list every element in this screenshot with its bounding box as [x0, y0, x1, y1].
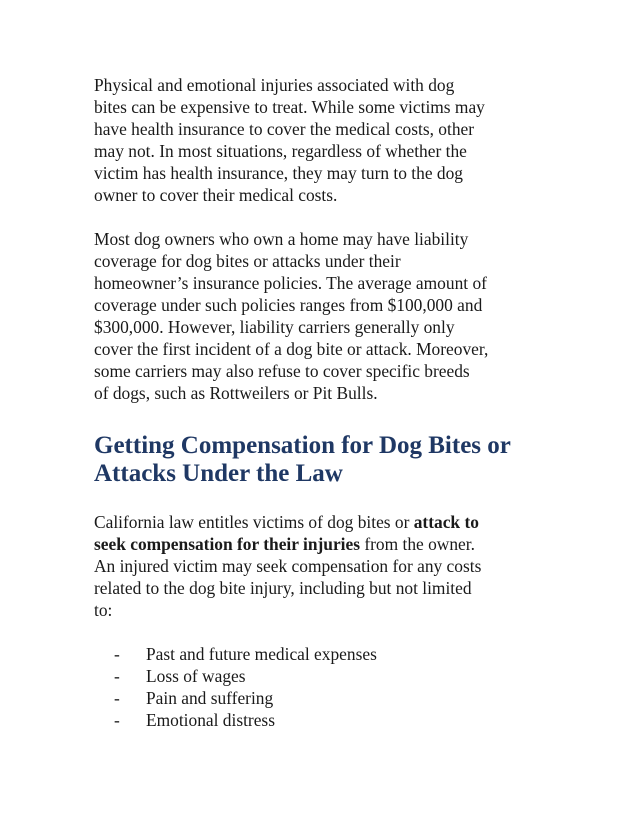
section-heading	[94, 432, 562, 488]
text-line: $300,000. However, liability carriers generally only	[94, 317, 455, 337]
heading-line: Getting Compensation for Dog Bites or	[94, 432, 511, 459]
text-line: of dogs, such as Rottweilers or Pit Bulls.	[94, 383, 378, 403]
heading-line: Attacks Under the Law	[94, 460, 343, 487]
bold-text-run: attack to	[413, 512, 479, 532]
list-item	[94, 687, 562, 709]
text-line: Most dog owners who own a home may have liability	[94, 229, 469, 249]
text-line: related to the dog bite injury, including but not limited	[94, 578, 472, 598]
text-line: to:	[94, 600, 113, 620]
text-line: Physical and emotional injuries associated with dog	[94, 75, 455, 95]
list-item	[94, 709, 562, 731]
text-line: have health insurance to cover the medical costs, other	[94, 119, 475, 139]
list-item	[94, 665, 562, 687]
text-line	[94, 533, 562, 555]
list-item-text: Emotional distress	[146, 710, 275, 730]
bullet-dash: -	[114, 644, 120, 664]
text-line: cover the first incident of a dog bite or attack. Moreover,	[94, 339, 489, 359]
paragraph-california-law	[94, 511, 562, 621]
list-item	[94, 643, 562, 665]
text-run: from the owner.	[360, 534, 475, 554]
text-line: bites can be expensive to treat. While some victims may	[94, 97, 485, 117]
paragraph-medical-costs	[94, 74, 562, 206]
compensation-list	[94, 643, 562, 731]
text-line: homeowner’s insurance policies. The average amount of	[94, 273, 487, 293]
bullet-dash: -	[114, 688, 120, 708]
bullet-dash: -	[114, 710, 120, 730]
text-line: coverage under such policies ranges from $100,000 and	[94, 295, 483, 315]
list-item-text: Loss of wages	[146, 666, 246, 686]
bold-text-run: seek compensation for their injuries	[94, 534, 360, 554]
list-item-text: Past and future medical expenses	[146, 644, 377, 664]
text-line: owner to cover their medical costs.	[94, 185, 338, 205]
text-run: California law entitles victims of dog bites or	[94, 512, 414, 532]
text-line	[94, 511, 562, 533]
document-page	[94, 74, 562, 731]
text-line: coverage for dog bites or attacks under their	[94, 251, 401, 271]
text-line: some carriers may also refuse to cover specific breeds	[94, 361, 470, 381]
bullet-dash: -	[114, 666, 120, 686]
text-line: victim has health insurance, they may turn to the dog	[94, 163, 463, 183]
text-line: An injured victim may seek compensation for any costs	[94, 556, 482, 576]
list-item-text: Pain and suffering	[146, 688, 274, 708]
text-line: may not. In most situations, regardless of whether the	[94, 141, 467, 161]
paragraph-liability-coverage	[94, 228, 562, 404]
